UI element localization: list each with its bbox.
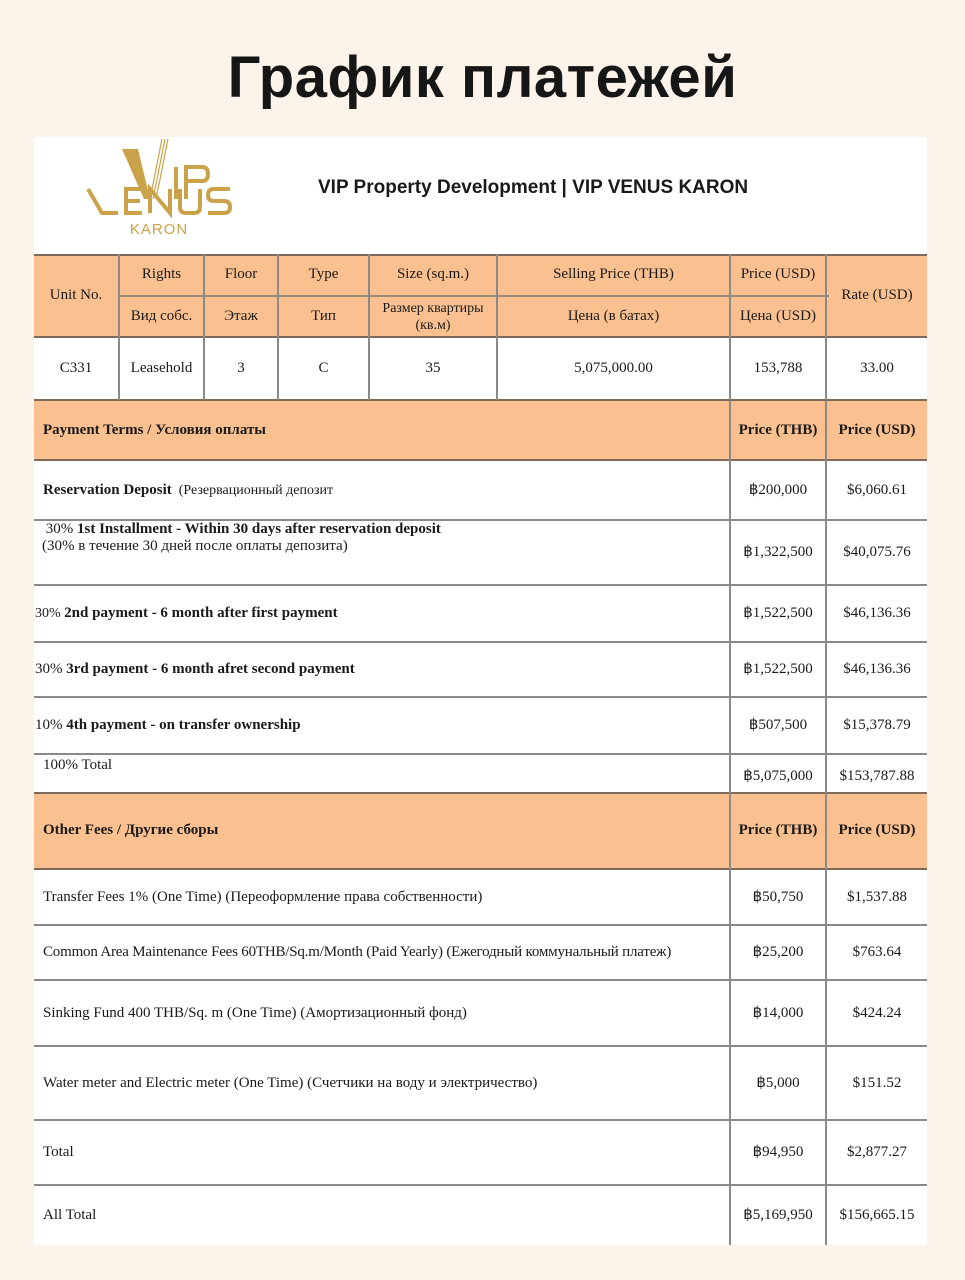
unit-rights: Leasehold — [130, 360, 193, 376]
payment-col-thb: Price (THB) — [738, 421, 818, 438]
fee-row-label: Water meter and Electric meter (One Time) (Счетчики на воду и электричество) — [43, 1074, 538, 1091]
unit-price-usd: 153,788 — [753, 360, 803, 376]
header-price-usd: Price (USD) — [740, 266, 816, 282]
payment-col-usd: Price (USD) — [838, 421, 916, 438]
fees-total-usd: $2,877.27 — [847, 1144, 907, 1160]
fee-row-label: Transfer Fees 1% (One Time) (Переоформление права собственности) — [43, 888, 483, 905]
header-size-ru: Размер квартиры (кв.м) — [382, 300, 484, 333]
unit-size: 35 — [425, 360, 441, 376]
header-unit-no: Unit No. — [49, 286, 103, 303]
payment-terms-heading: Payment Terms / Условия оплаты — [43, 421, 267, 438]
fee-row-usd: $151.52 — [852, 1074, 902, 1091]
fee-row-thb: ฿5,000 — [756, 1074, 800, 1091]
header-type: Type — [308, 266, 339, 282]
payment-row-label: Reservation Deposit (Резервационный депозит — [43, 481, 334, 498]
header-floor: Floor — [224, 266, 258, 282]
payment-row-label: 10% 4th payment - on transfer ownership — [35, 717, 301, 733]
payment-row-usd: $46,136.36 — [843, 605, 911, 621]
header-price-usd-ru: Цена (USD) — [740, 308, 816, 324]
all-total-usd: $156,665.15 — [839, 1207, 915, 1223]
header-selling-price-ru: Цена (в батах) — [567, 308, 660, 324]
document-title: VIP Property Development | VIP VENUS KARON — [318, 177, 749, 198]
header-selling-price: Selling Price (THB) — [553, 266, 674, 282]
payment-row-thb: ฿1,522,500 — [743, 605, 813, 621]
payment-row-thb: ฿507,500 — [748, 717, 808, 733]
payment-row-usd: $6,060.61 — [847, 481, 907, 498]
fees-col-thb: Price (THB) — [738, 822, 818, 838]
fee-row-thb: ฿25,200 — [752, 944, 804, 960]
fee-row-label: Common Area Maintenance Fees 60THB/Sq.m/Month (Paid Yearly) (Ежегодный коммунальный платеж) — [43, 944, 672, 960]
fee-row-thb: ฿50,750 — [752, 888, 804, 905]
header-rate-usd: Rate (USD) — [841, 286, 913, 303]
header-type-ru: Тип — [311, 308, 336, 324]
other-fees-heading: Other Fees / Другие сборы — [43, 822, 219, 838]
fees-total-label: Total — [43, 1144, 74, 1160]
unit-no: C331 — [59, 360, 93, 376]
fees-col-usd: Price (USD) — [838, 822, 916, 838]
fee-row-thb: ฿14,000 — [752, 1004, 804, 1021]
payment-row-label: 30% 2nd payment - 6 month after first payment — [35, 605, 338, 621]
payment-row-thb: ฿1,322,500 — [743, 544, 813, 560]
unit-selling-price: 5,075,000.00 — [574, 360, 653, 376]
page-title: График платежей — [227, 45, 738, 110]
payment-row-thb: ฿200,000 — [748, 481, 808, 498]
fee-row-usd: $763.64 — [852, 944, 902, 960]
payment-total-usd: $153,787.88 — [839, 767, 915, 784]
all-total-thb: ฿5,169,950 — [743, 1207, 813, 1223]
payment-total-thb: ฿5,075,000 — [743, 767, 813, 784]
fee-row-usd: $424.24 — [852, 1004, 902, 1021]
vip-venus-karon-logo — [86, 137, 256, 241]
fee-row-usd: $1,537.88 — [847, 888, 907, 905]
svg-text:KARON: KARON — [129, 221, 189, 238]
fee-row-label: Sinking Fund 400 THB/Sq. m (One Time) (Амортизационный фонд) — [43, 1004, 467, 1021]
all-total-label: All Total — [43, 1207, 97, 1223]
unit-floor: 3 — [237, 360, 245, 376]
payment-row-label: 30% 1st Installment - Within 30 days after reservation deposit (30% в течение 30 дней после оплаты депозита) — [42, 521, 441, 554]
payment-total-label: 100% Total — [43, 757, 113, 773]
payment-row-usd: $15,378.79 — [843, 717, 911, 733]
header-rights: Rights — [141, 266, 182, 282]
fees-total-thb: ฿94,950 — [752, 1144, 804, 1160]
unit-type: C — [318, 360, 329, 376]
document-header — [34, 137, 927, 254]
payment-row-thb: ฿1,522,500 — [743, 661, 813, 677]
payment-row-usd: $40,075.76 — [843, 544, 911, 560]
payment-schedule-sheet — [34, 137, 927, 1245]
unit-rate-usd: 33.00 — [860, 360, 894, 376]
header-rights-ru: Вид собс. — [130, 308, 193, 324]
payment-row-label: 30% 3rd payment - 6 month afret second payment — [35, 661, 355, 677]
header-floor-ru: Этаж — [224, 308, 258, 324]
header-size: Size (sq.m.) — [396, 266, 470, 282]
payment-row-usd: $46,136.36 — [843, 661, 911, 677]
